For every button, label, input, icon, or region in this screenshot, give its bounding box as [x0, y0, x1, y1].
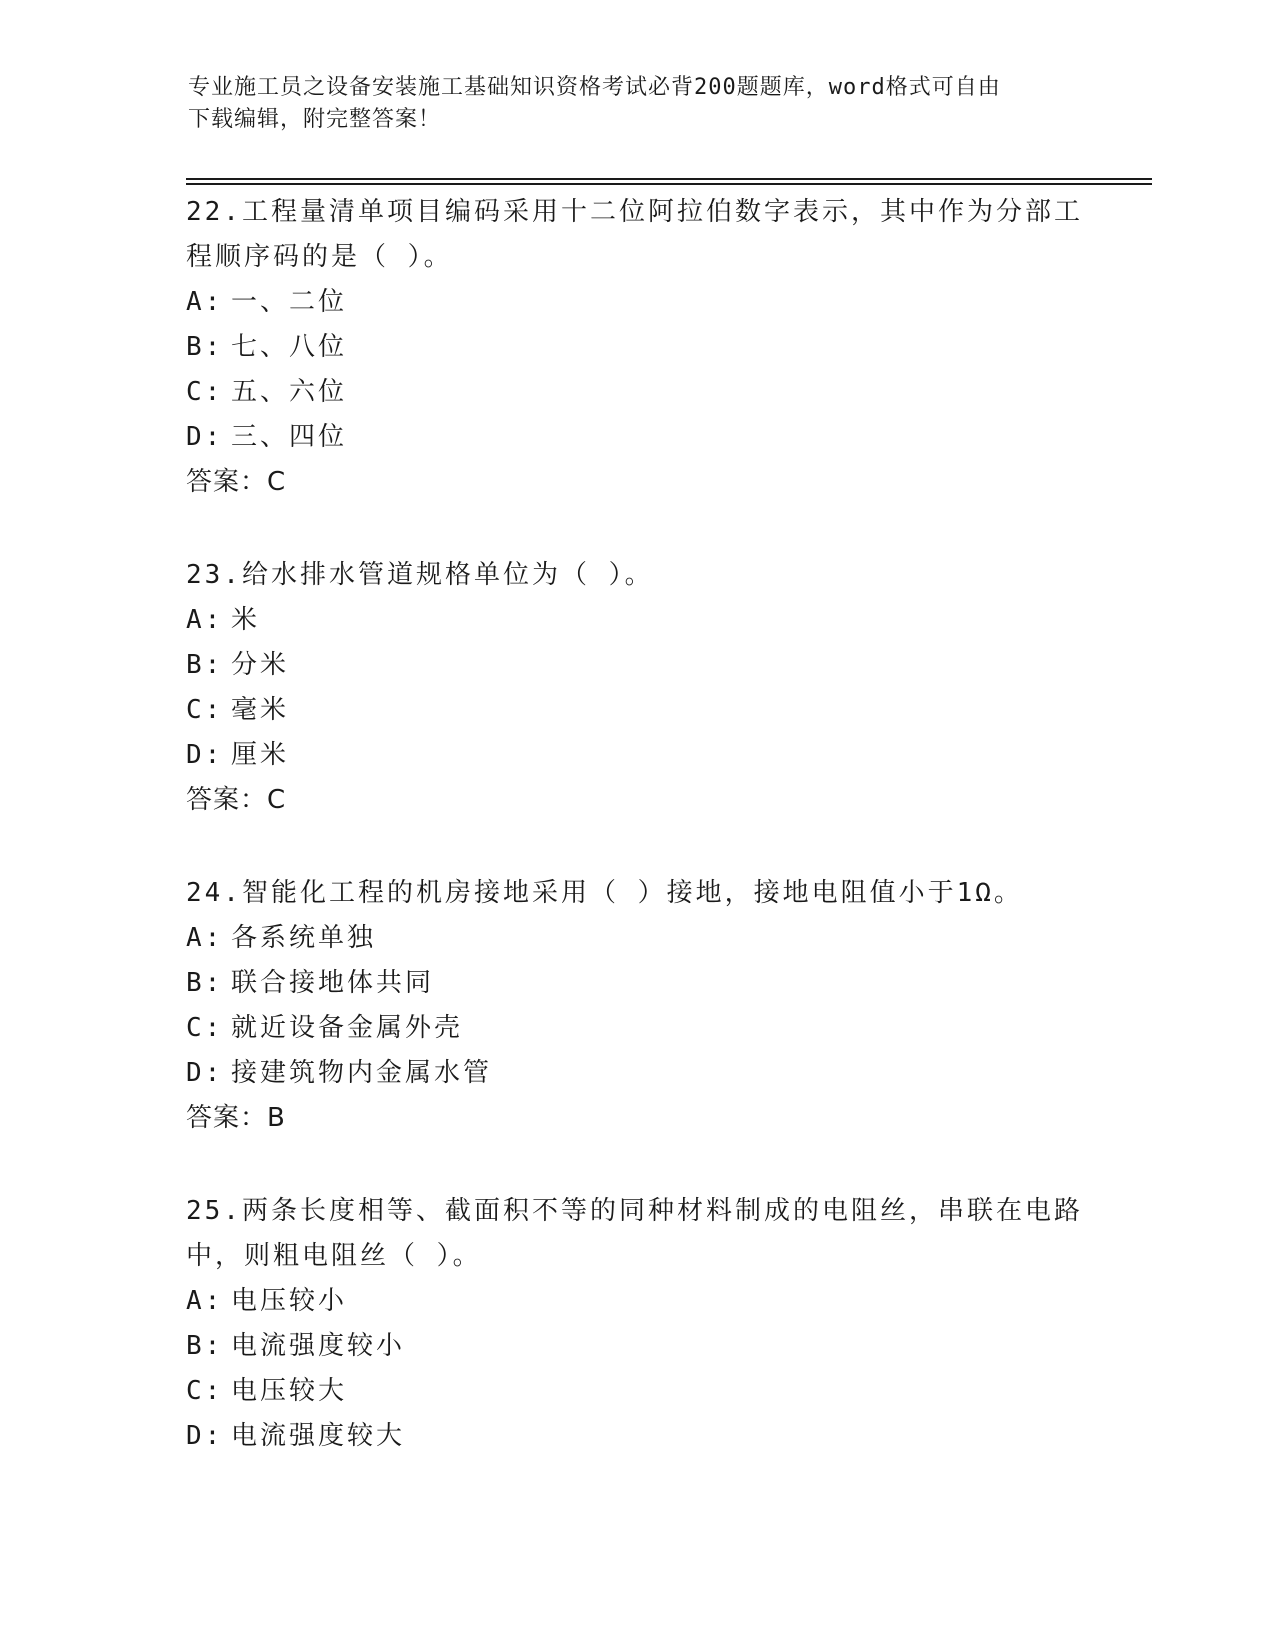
option-row	[186, 370, 1086, 415]
option-label: C:	[186, 1013, 224, 1043]
option-text: 接建筑物内金属水管	[231, 1058, 493, 1088]
document-header	[188, 72, 1068, 136]
option-text: 分米	[231, 650, 290, 680]
option-label: B:	[186, 1331, 224, 1361]
option-label: A:	[186, 1286, 224, 1316]
option-row	[186, 280, 1086, 325]
question-list	[186, 190, 1086, 1507]
option-row	[186, 733, 1086, 778]
option-row	[186, 1279, 1086, 1324]
option-label: D:	[186, 1058, 224, 1088]
option-row	[186, 1369, 1086, 1414]
option-row	[186, 1006, 1086, 1051]
header-line-1: 专业施工员之设备安装施工基础知识资格考试必背200题题库，word格式可自由	[188, 75, 1001, 100]
option-label: D:	[186, 422, 224, 452]
option-label: C:	[186, 695, 224, 725]
question-text: 24.智能化工程的机房接地采用（ ）接地，接地电阻值小于1Ω。	[186, 878, 1023, 908]
option-label: A:	[186, 923, 224, 953]
option-text: 一、二位	[231, 287, 348, 317]
option-label: C:	[186, 377, 224, 407]
question-item	[186, 190, 1086, 505]
option-row	[186, 1051, 1086, 1096]
option-label: A:	[186, 605, 224, 635]
option-label: B:	[186, 968, 224, 998]
option-text: 厘米	[231, 740, 290, 770]
option-text: 电压较小	[231, 1286, 348, 1316]
option-label: D:	[186, 1421, 224, 1451]
question-text: 中，则粗电阻丝（ ）。	[186, 1241, 482, 1271]
option-row	[186, 325, 1086, 370]
option-text: 电压较大	[231, 1376, 348, 1406]
option-label: B:	[186, 650, 224, 680]
option-label: C:	[186, 1376, 224, 1406]
answer-line: 答案：C	[186, 785, 287, 815]
question-text: 22.工程量清单项目编码采用十二位阿拉伯数字表示，其中作为分部工	[186, 197, 1083, 227]
question-item	[186, 871, 1086, 1141]
answer-line: 答案：C	[186, 467, 287, 497]
option-row	[186, 643, 1086, 688]
option-row	[186, 598, 1086, 643]
header-divider-bottom	[186, 183, 1152, 185]
option-text: 联合接地体共同	[231, 968, 435, 998]
option-label: D:	[186, 740, 224, 770]
option-text: 五、六位	[231, 377, 348, 407]
option-row	[186, 916, 1086, 961]
option-text: 米	[231, 605, 261, 635]
option-text: 毫米	[231, 695, 290, 725]
question-item	[186, 553, 1086, 823]
option-row	[186, 961, 1086, 1006]
option-text: 三、四位	[231, 422, 348, 452]
option-label: A:	[186, 287, 224, 317]
option-row	[186, 1414, 1086, 1459]
header-divider-top	[186, 178, 1152, 180]
option-row	[186, 1324, 1086, 1369]
question-text: 23.给水排水管道规格单位为（ ）。	[186, 560, 654, 590]
option-text: 七、八位	[231, 332, 348, 362]
option-row	[186, 688, 1086, 733]
question-text: 25.两条长度相等、截面积不等的同种材料制成的电阻丝，串联在电路	[186, 1196, 1083, 1226]
option-row	[186, 415, 1086, 460]
header-line-2: 下载编辑，附完整答案！	[188, 107, 442, 132]
answer-line: 答案：B	[186, 1103, 286, 1133]
option-text: 电流强度较大	[231, 1421, 406, 1451]
option-text: 就近设备金属外壳	[231, 1013, 464, 1043]
option-label: B:	[186, 332, 224, 362]
option-text: 各系统单独	[231, 923, 377, 953]
option-text: 电流强度较小	[231, 1331, 406, 1361]
question-item	[186, 1189, 1086, 1459]
question-text: 程顺序码的是（ ）。	[186, 242, 453, 272]
